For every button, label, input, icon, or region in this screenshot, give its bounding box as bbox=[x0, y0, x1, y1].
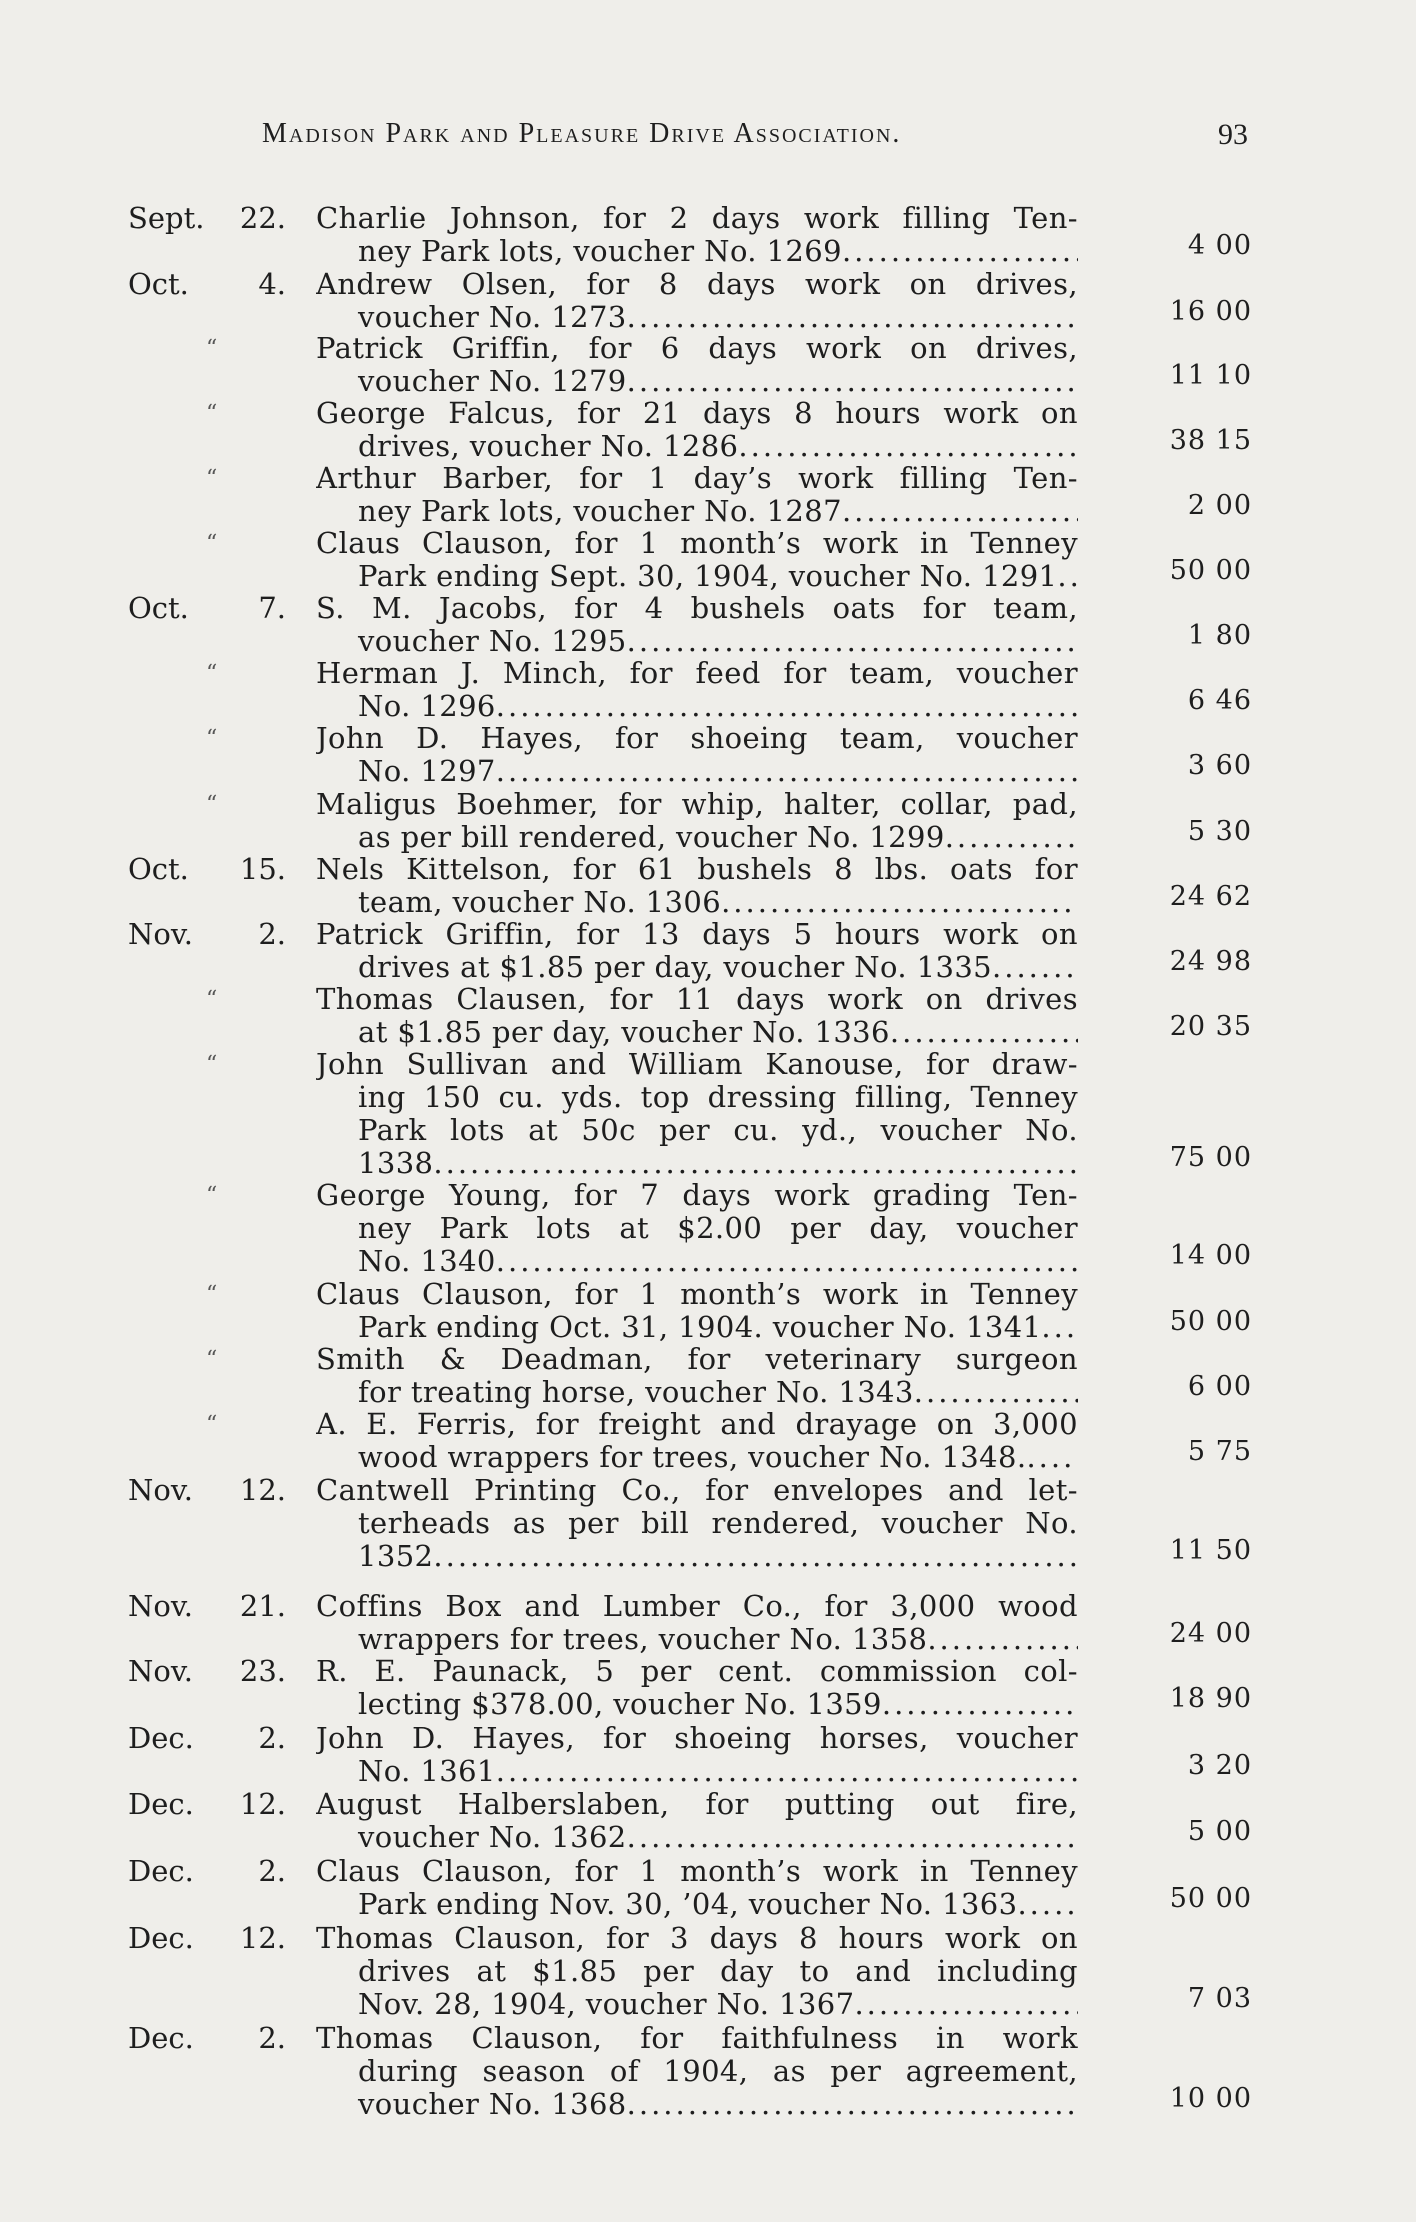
description-last-line bbox=[316, 1755, 1078, 1788]
description-first-line: Claus Clauson, for 1 month’s work in Tenney bbox=[316, 527, 1078, 560]
description-first-line: John D. Hayes, for shoeing team, voucher bbox=[316, 722, 1078, 755]
description-first-line: Coffins Box and Lumber Co., for 3,000 wood bbox=[316, 1590, 1078, 1623]
description-line: ney Park lots at $2.00 per day, voucher bbox=[358, 1212, 1078, 1245]
description-first-line: August Halberslaben, for putting out fire, bbox=[316, 1788, 1078, 1821]
ditto-mark: “ bbox=[206, 661, 218, 686]
ditto-mark: “ bbox=[206, 531, 218, 556]
entry-description bbox=[316, 1179, 1078, 1278]
description-first-line: Cantwell Printing Co., for envelopes and let- bbox=[316, 1474, 1078, 1507]
entry-description bbox=[316, 592, 1078, 658]
entry-description bbox=[316, 1343, 1078, 1409]
entry-day: 15. bbox=[239, 852, 286, 886]
entry-amount: 16 00 bbox=[1169, 296, 1252, 327]
description-last-line bbox=[316, 1147, 1078, 1180]
entry-month: Nov. bbox=[128, 1589, 193, 1623]
description-last-line bbox=[316, 951, 1078, 984]
description-last-text: Park ending Nov. 30, ’04, voucher No. 1363 bbox=[358, 1888, 1018, 1921]
entry-day: 22. bbox=[239, 201, 286, 235]
description-first-line: Thomas Clausen, for 11 days work on drives bbox=[316, 983, 1078, 1016]
description-last-text: drives at $1.85 per day, voucher No. 1335 bbox=[358, 951, 993, 984]
entry-amount: 6 46 bbox=[1187, 685, 1252, 716]
entry-description bbox=[316, 657, 1078, 723]
description-last-text: voucher No. 1362 bbox=[358, 1821, 627, 1854]
description-last-text: Nov. 28, 1904, voucher No. 1367 bbox=[358, 1988, 855, 2021]
entry-amount: 2 00 bbox=[1187, 490, 1252, 521]
entry-amount: 5 00 bbox=[1187, 1816, 1252, 1847]
description-last-line bbox=[316, 755, 1078, 788]
entry-amount: 10 00 bbox=[1169, 2083, 1252, 2114]
description-last-text: drives, voucher No. 1286 bbox=[358, 430, 739, 463]
ditto-mark: “ bbox=[206, 1412, 218, 1437]
running-title: Madison Park and Pleasure Drive Association. bbox=[262, 118, 902, 149]
description-first-line: George Young, for 7 days work grading Ten- bbox=[316, 1179, 1078, 1212]
description-last-line bbox=[316, 1688, 1078, 1721]
description-last-text: wood wrappers for trees, voucher No. 1348. bbox=[358, 1441, 1027, 1474]
description-last-text: 1338 bbox=[358, 1147, 434, 1180]
entry-description bbox=[316, 2022, 1078, 2121]
entry-amount: 4 00 bbox=[1187, 230, 1252, 261]
description-first-line: George Falcus, for 21 days 8 hours work on bbox=[316, 397, 1078, 430]
dot-leader bbox=[1026, 1441, 1078, 1474]
dot-leader bbox=[496, 755, 1078, 788]
dot-leader bbox=[842, 235, 1078, 268]
entry-month: Dec. bbox=[128, 1721, 194, 1755]
entry-day: 2. bbox=[258, 1854, 286, 1888]
description-last-line bbox=[316, 690, 1078, 723]
entry-description bbox=[316, 1788, 1078, 1854]
dot-leader bbox=[721, 886, 1078, 919]
description-last-line bbox=[316, 1376, 1078, 1409]
description-last-line bbox=[316, 430, 1078, 463]
dot-leader bbox=[945, 821, 1078, 854]
description-first-line: Arthur Barber, for 1 day’s work filling Ten- bbox=[316, 462, 1078, 495]
description-last-text: as per bill rendered, voucher No. 1299 bbox=[358, 821, 945, 854]
description-first-line: Andrew Olsen, for 8 days work on drives, bbox=[316, 268, 1078, 301]
entry-description bbox=[316, 1922, 1078, 2021]
entry-description bbox=[316, 1408, 1078, 1474]
entry-amount: 3 20 bbox=[1187, 1750, 1252, 1781]
ditto-mark: “ bbox=[206, 401, 218, 426]
entry-month: Nov. bbox=[128, 917, 193, 951]
description-first-line: Charlie Johnson, for 2 days work filling Ten- bbox=[316, 202, 1078, 235]
dot-leader bbox=[433, 1147, 1078, 1180]
description-line: ing 150 cu. yds. top dressing filling, Tenney bbox=[358, 1081, 1078, 1114]
dot-leader bbox=[627, 365, 1078, 398]
dot-leader bbox=[1017, 1888, 1078, 1921]
description-last-line bbox=[316, 1888, 1078, 1921]
dot-leader bbox=[842, 495, 1078, 528]
entry-description bbox=[316, 1048, 1078, 1180]
description-first-line: Maligus Boehmer, for whip, halter, collar, pad, bbox=[316, 788, 1078, 821]
entry-description bbox=[316, 983, 1078, 1049]
ditto-mark: “ bbox=[206, 1183, 218, 1208]
description-first-line: Thomas Clauson, for faithfulness in work bbox=[316, 2022, 1078, 2055]
description-last-line bbox=[316, 1821, 1078, 1854]
description-last-text: lecting $378.00, voucher No. 1359 bbox=[358, 1688, 882, 1721]
description-last-line bbox=[316, 235, 1078, 268]
entry-day: 2. bbox=[258, 1721, 286, 1755]
ditto-mark: “ bbox=[206, 987, 218, 1012]
entry-month: Dec. bbox=[128, 2021, 194, 2055]
description-last-text: at $1.85 per day, voucher No. 1336 bbox=[358, 1016, 890, 1049]
description-line: during season of 1904, as per agreement, bbox=[358, 2055, 1078, 2088]
description-line: terheads as per bill rendered, voucher No. bbox=[358, 1507, 1078, 1540]
entry-day: 2. bbox=[258, 2021, 286, 2055]
entry-day: 21. bbox=[239, 1589, 286, 1623]
description-first-line: Patrick Griffin, for 13 days 5 hours work on bbox=[316, 918, 1078, 951]
entry-description bbox=[316, 918, 1078, 984]
ditto-mark: “ bbox=[206, 1282, 218, 1307]
dot-leader bbox=[738, 430, 1078, 463]
entry-amount: 50 00 bbox=[1169, 1306, 1252, 1337]
entry-day: 12. bbox=[239, 1921, 286, 1955]
entry-description bbox=[316, 1722, 1078, 1788]
entry-month: Sept. bbox=[128, 201, 205, 235]
entry-amount: 75 00 bbox=[1169, 1142, 1252, 1173]
description-first-line: John D. Hayes, for shoeing horses, voucher bbox=[316, 1722, 1078, 1755]
ditto-mark: “ bbox=[206, 466, 218, 491]
ditto-mark: “ bbox=[206, 1347, 218, 1372]
entry-month: Oct. bbox=[128, 591, 189, 625]
description-last-line bbox=[316, 625, 1078, 658]
description-first-line: A. E. Ferris, for freight and drayage on 3,000 bbox=[316, 1408, 1078, 1441]
description-first-line: Claus Clauson, for 1 month’s work in Tenney bbox=[316, 1278, 1078, 1311]
entry-day: 2. bbox=[258, 917, 286, 951]
description-last-line bbox=[316, 886, 1078, 919]
entry-amount: 5 30 bbox=[1187, 816, 1252, 847]
description-last-text: wrappers for trees, voucher No. 1358 bbox=[358, 1623, 928, 1656]
dot-leader bbox=[927, 1623, 1078, 1656]
entry-amount: 20 35 bbox=[1169, 1011, 1252, 1042]
dot-leader bbox=[627, 2088, 1078, 2121]
entry-description bbox=[316, 1655, 1078, 1721]
entry-amount: 24 00 bbox=[1169, 1618, 1252, 1649]
entry-amount: 6 00 bbox=[1187, 1371, 1252, 1402]
entry-amount: 1 80 bbox=[1187, 620, 1252, 651]
description-last-text: voucher No. 1368 bbox=[358, 2088, 627, 2121]
entry-description bbox=[316, 332, 1078, 398]
description-last-text: ney Park lots, voucher No. 1287 bbox=[358, 495, 842, 528]
entry-description bbox=[316, 202, 1078, 268]
description-last-line bbox=[316, 1016, 1078, 1049]
description-last-text: voucher No. 1279 bbox=[358, 365, 627, 398]
dot-leader bbox=[992, 951, 1078, 984]
entry-month: Dec. bbox=[128, 1787, 194, 1821]
ditto-mark: “ bbox=[206, 336, 218, 361]
description-last-text: for treating horse, voucher No. 1343 bbox=[358, 1376, 914, 1409]
description-first-line: John Sullivan and William Kanouse, for draw- bbox=[316, 1048, 1078, 1081]
entry-description bbox=[316, 722, 1078, 788]
description-last-text: No. 1297 bbox=[358, 755, 496, 788]
description-last-text: voucher No. 1295 bbox=[358, 625, 627, 658]
entry-day: 12. bbox=[239, 1473, 286, 1507]
entry-amount: 24 98 bbox=[1169, 946, 1252, 977]
description-last-text: team, voucher No. 1306 bbox=[358, 886, 722, 919]
entry-description bbox=[316, 527, 1078, 593]
description-last-text: voucher No. 1273 bbox=[358, 301, 627, 334]
description-last-line bbox=[316, 301, 1078, 334]
description-line: drives at $1.85 per day to and including bbox=[358, 1955, 1078, 1988]
description-first-line: R. E. Paunack, 5 per cent. commission col- bbox=[316, 1655, 1078, 1688]
entry-description bbox=[316, 268, 1078, 334]
page-number: 93 bbox=[1218, 118, 1248, 151]
ditto-mark: “ bbox=[206, 1052, 218, 1077]
dot-leader bbox=[890, 1016, 1078, 1049]
description-line: Park lots at 50c per cu. yd., voucher No. bbox=[358, 1114, 1078, 1147]
entry-amount: 3 60 bbox=[1187, 750, 1252, 781]
description-last-line bbox=[316, 821, 1078, 854]
ditto-mark: “ bbox=[206, 792, 218, 817]
entry-description bbox=[316, 788, 1078, 854]
description-first-line: Herman J. Minch, for feed for team, voucher bbox=[316, 657, 1078, 690]
entry-month: Oct. bbox=[128, 852, 189, 886]
entry-month: Nov. bbox=[128, 1654, 193, 1688]
entry-day: 4. bbox=[258, 267, 286, 301]
description-last-line bbox=[316, 1540, 1078, 1573]
dot-leader bbox=[496, 1245, 1078, 1278]
dot-leader bbox=[627, 301, 1078, 334]
description-first-line: Thomas Clauson, for 3 days 8 hours work on bbox=[316, 1922, 1078, 1955]
description-last-line bbox=[316, 2088, 1078, 2121]
entry-month: Dec. bbox=[128, 1854, 194, 1888]
dot-leader bbox=[627, 1821, 1078, 1854]
entry-day: 23. bbox=[239, 1654, 286, 1688]
description-last-text: Park ending Sept. 30, 1904, voucher No. 1291 bbox=[358, 560, 1058, 593]
entry-amount: 38 15 bbox=[1169, 425, 1252, 456]
description-last-line bbox=[316, 1311, 1078, 1344]
dot-leader bbox=[433, 1540, 1078, 1573]
entry-description bbox=[316, 1278, 1078, 1344]
entry-month: Dec. bbox=[128, 1921, 194, 1955]
description-last-line bbox=[316, 560, 1078, 593]
description-first-line: Claus Clauson, for 1 month’s work in Tenney bbox=[316, 1855, 1078, 1888]
entry-description bbox=[316, 1855, 1078, 1921]
description-first-line: Smith & Deadman, for veterinary surgeon bbox=[316, 1343, 1078, 1376]
entry-month: Nov. bbox=[128, 1473, 193, 1507]
description-last-text: No. 1296 bbox=[358, 690, 496, 723]
description-last-line bbox=[316, 1988, 1078, 2021]
entry-amount: 50 00 bbox=[1169, 555, 1252, 586]
dot-leader bbox=[496, 690, 1078, 723]
description-last-text: No. 1340 bbox=[358, 1245, 496, 1278]
dot-leader bbox=[627, 625, 1078, 658]
entry-amount: 24 62 bbox=[1169, 881, 1252, 912]
ditto-mark: “ bbox=[206, 726, 218, 751]
entry-description bbox=[316, 853, 1078, 919]
description-last-text: Park ending Oct. 31, 1904. voucher No. 1341 bbox=[358, 1311, 1042, 1344]
description-last-text: 1352 bbox=[358, 1540, 434, 1573]
entry-day: 12. bbox=[239, 1787, 286, 1821]
entry-description bbox=[316, 462, 1078, 528]
entry-description bbox=[316, 1590, 1078, 1656]
entry-amount: 14 00 bbox=[1169, 1240, 1252, 1271]
description-last-text: No. 1361 bbox=[358, 1755, 496, 1788]
entry-month: Oct. bbox=[128, 267, 189, 301]
dot-leader bbox=[854, 1988, 1078, 2021]
entry-amount: 11 50 bbox=[1169, 1535, 1252, 1566]
description-last-line bbox=[316, 1245, 1078, 1278]
description-last-line bbox=[316, 1623, 1078, 1656]
dot-leader bbox=[1057, 560, 1078, 593]
entry-amount: 50 00 bbox=[1169, 1883, 1252, 1914]
description-last-line bbox=[316, 365, 1078, 398]
dot-leader bbox=[496, 1755, 1078, 1788]
description-last-text: ney Park lots, voucher No. 1269 bbox=[358, 235, 842, 268]
dot-leader bbox=[882, 1688, 1078, 1721]
entry-amount: 7 03 bbox=[1187, 1983, 1252, 2014]
description-first-line: S. M. Jacobs, for 4 bushels oats for team, bbox=[316, 592, 1078, 625]
description-first-line: Nels Kittelson, for 61 bushels 8 lbs. oats for bbox=[316, 853, 1078, 886]
description-last-line bbox=[316, 1441, 1078, 1474]
dot-leader bbox=[914, 1376, 1078, 1409]
entry-day: 7. bbox=[258, 591, 286, 625]
entry-amount: 5 75 bbox=[1187, 1436, 1252, 1467]
entry-amount: 18 90 bbox=[1169, 1683, 1252, 1714]
description-last-line bbox=[316, 495, 1078, 528]
entry-description bbox=[316, 1474, 1078, 1573]
entry-amount: 11 10 bbox=[1169, 360, 1252, 391]
description-first-line: Patrick Griffin, for 6 days work on drives, bbox=[316, 332, 1078, 365]
entry-description bbox=[316, 397, 1078, 463]
dot-leader bbox=[1041, 1311, 1078, 1344]
